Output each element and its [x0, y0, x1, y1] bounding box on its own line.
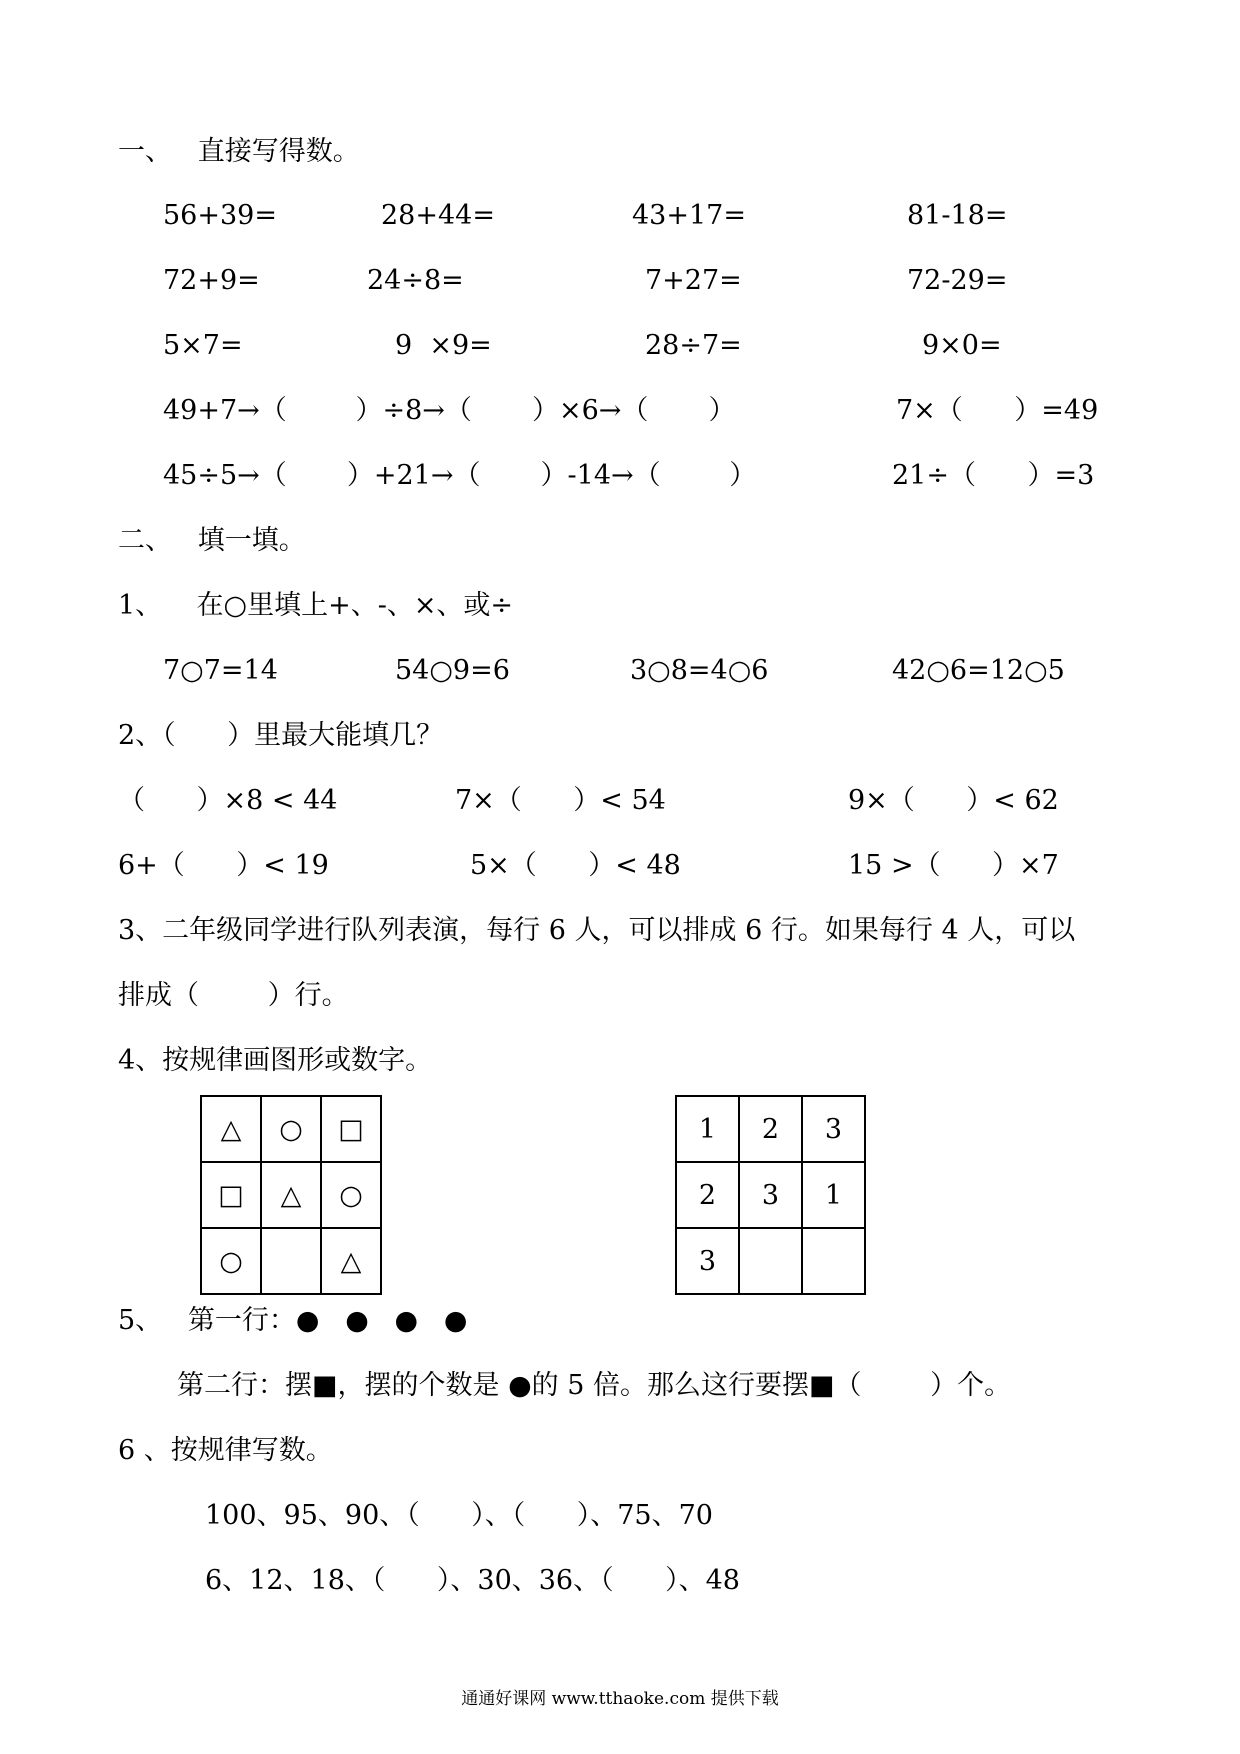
grid-cell: 2 [739, 1096, 802, 1162]
question5-line1: 5、 第一行：● ● ● ● [118, 1305, 468, 1336]
calc-item: 43+17= [632, 200, 746, 231]
grid-cell: 3 [802, 1096, 865, 1162]
grid-cell: △ [201, 1096, 261, 1162]
operator-item: 7○7=14 [163, 655, 278, 686]
sequence-1: 100、95、90、（ ）、（ ）、75、70 [205, 1500, 713, 1531]
calc-item: 81-18= [907, 200, 1008, 231]
calc-item: 5×7= [163, 330, 243, 361]
grid-cell: □ [321, 1096, 381, 1162]
blank-equation-1: 7×（ ）=49 [896, 395, 1099, 426]
question3-line1: 3、二年级同学进行队列表演，每行 6 人，可以排成 6 行。如果每行 4 人，可以 [118, 915, 1076, 946]
calc-item: 28÷7= [645, 330, 742, 361]
question3-line2: 排成（ ）行。 [118, 980, 349, 1011]
grid-cell-blank[interactable] [739, 1228, 802, 1294]
section2-heading: 二、 填一填。 [118, 525, 306, 556]
calc-item: 9 ×9= [395, 330, 492, 361]
operator-item: 42○6=12○5 [892, 655, 1065, 686]
calc-item: 72-29= [907, 265, 1008, 296]
section1-heading: 一、 直接写得数。 [118, 136, 360, 167]
chain-question-1: 49+7→（ ）÷8→（ ）×6→（ ） [163, 395, 736, 426]
inequality-item: 7×（ ）< 54 [455, 785, 666, 816]
inequality-item: 5×（ ）< 48 [470, 850, 681, 881]
grid-cell: △ [321, 1228, 381, 1294]
question4-label: 4、按规律画图形或数字。 [118, 1045, 433, 1076]
question2-label: 2、（ ）里最大能填几？ [118, 720, 444, 751]
grid-cell: □ [201, 1162, 261, 1228]
question6-label: 6 、按规律写数。 [118, 1435, 333, 1466]
grid-cell: 1 [676, 1096, 739, 1162]
inequality-item: 15 >（ ）×7 [848, 850, 1059, 881]
inequality-item: （ ）×8 < 44 [118, 785, 338, 816]
question1-label: 1、 在○里填上+、-、×、或÷ [118, 590, 514, 621]
calc-item: 24÷8= [367, 265, 464, 296]
operator-item: 54○9=6 [395, 655, 510, 686]
calc-item: 7+27= [645, 265, 742, 296]
grid-cell: ○ [321, 1162, 381, 1228]
grid-cell: 3 [739, 1162, 802, 1228]
footer-credit: 通通好课网 www.tthaoke.com 提供下载 [461, 1689, 779, 1709]
grid-cell-blank[interactable] [261, 1228, 321, 1294]
inequality-item: 9×（ ）< 62 [848, 785, 1059, 816]
grid-cell: 2 [676, 1162, 739, 1228]
grid-cell: 1 [802, 1162, 865, 1228]
calc-item: 28+44= [381, 200, 495, 231]
question5-line2: 第二行：摆■，摆的个数是 ●的 5 倍。那么这行要摆■（ ）个。 [177, 1370, 1012, 1401]
chain-question-2: 45÷5→（ ）+21→（ ）-14→（ ） [163, 460, 757, 491]
operator-item: 3○8=4○6 [630, 655, 769, 686]
number-pattern-grid [675, 1095, 866, 1295]
grid-cell: △ [261, 1162, 321, 1228]
grid-cell: ○ [261, 1096, 321, 1162]
calc-item: 56+39= [163, 200, 277, 231]
calc-item: 72+9= [163, 265, 260, 296]
grid-cell-blank[interactable] [802, 1228, 865, 1294]
grid-cell: 3 [676, 1228, 739, 1294]
blank-equation-2: 21÷（ ）=3 [892, 460, 1095, 491]
calc-item: 9×0= [922, 330, 1002, 361]
shape-pattern-grid [200, 1095, 382, 1295]
grid-cell: ○ [201, 1228, 261, 1294]
inequality-item: 6+（ ）< 19 [118, 850, 329, 881]
sequence-2: 6、12、18、（ ）、30、36、（ ）、48 [205, 1565, 740, 1596]
